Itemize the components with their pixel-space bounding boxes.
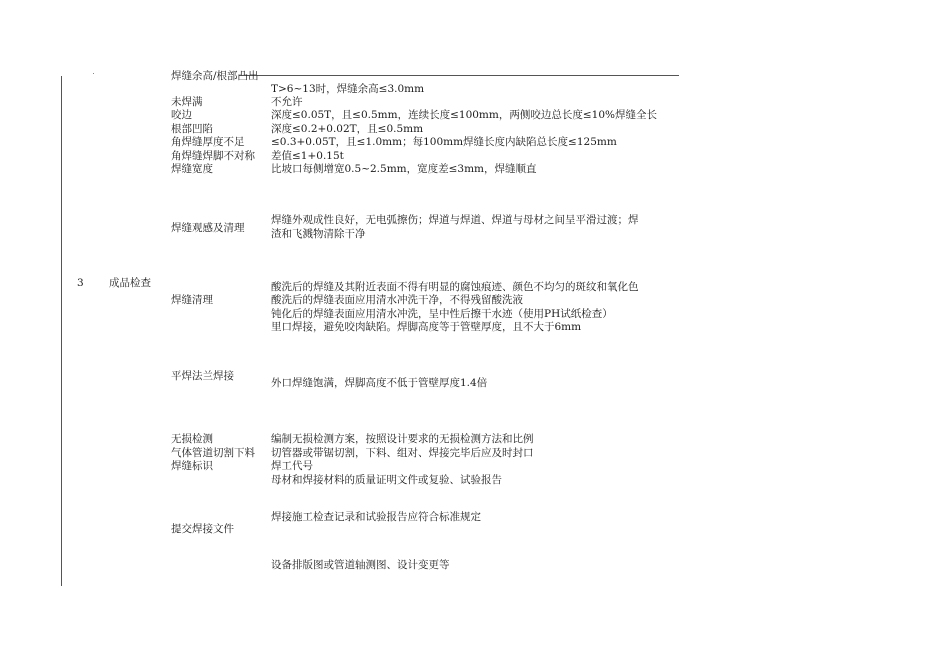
item-req-fillet-asymmetry: 差值≤1+0.15t bbox=[271, 150, 344, 162]
left-border-line bbox=[61, 76, 62, 586]
item-req-cleaning-line-4: 里口焊接，避免咬肉缺陷。焊脚高度等于管壁厚度，且不大于6mm bbox=[271, 321, 582, 333]
item-req-docs-line-3: 设备排版图或管道轴测图、设计变更等 bbox=[271, 559, 450, 571]
item-label-undercut: 咬边 bbox=[171, 109, 192, 121]
item-req-undercut: 深度≤0.05T，且≤0.5mm，连续长度≤100mm，两侧咬边总长度≤10%焊缝全长 bbox=[271, 109, 657, 121]
item-req-fillet-thickness: ≤0.3+0.05T，且≤1.0mm；每100mm焊缝长度内缺陷总长度≤125mm bbox=[271, 136, 617, 148]
top-border-line bbox=[239, 75, 679, 76]
mark-dot bbox=[93, 73, 94, 74]
item-req-ndt: 编制无损检测方案，按照设计要求的无损检测方法和比例 bbox=[271, 433, 534, 445]
section-number: 3 bbox=[77, 277, 84, 289]
item-req-weld-width: 比坡口每侧增宽0.5~2.5mm，宽度差≤3mm，焊缝顺直 bbox=[271, 163, 537, 175]
item-label-fillet-asymmetry: 角焊缝焊脚不对称 bbox=[171, 150, 255, 162]
item-req-appearance-line-1: 焊缝外观成性良好，无电弧擦伤；焊道与焊道、焊道与母材之间呈平滑过渡；焊 bbox=[271, 214, 639, 226]
item-label-ndt: 无损检测 bbox=[171, 433, 213, 445]
item-req-cleaning-line-3: 钝化后的焊缝表面应用清水冲洗，呈中性后擦干水迹（使用PH试纸检查） bbox=[271, 308, 613, 320]
item-req-cleaning-line-2: 酸洗后的焊缝表面应用清水冲洗干净，不得残留酸洗液 bbox=[271, 294, 523, 306]
item-label-flange: 平焊法兰焊接 bbox=[171, 370, 234, 382]
item-label-appearance: 焊缝观感及清理 bbox=[171, 222, 245, 234]
item-req-gas-pipe: 切管器或带锯切割，下料、组对、焊接完毕后应及时封口 bbox=[271, 447, 534, 459]
item-label-underfill: 未焊满 bbox=[171, 96, 203, 108]
item-req-reinforcement: T>6~13时，焊缝余高≤3.0mm bbox=[271, 83, 425, 95]
item-req-weld-mark: 焊工代号 bbox=[271, 460, 313, 472]
item-req-docs-line-2: 焊接施工检查记录和试验报告应符合标准规定 bbox=[271, 511, 481, 523]
item-label-reinforcement: 焊缝余高/根部凸出 bbox=[171, 70, 259, 82]
item-label-weld-width: 焊缝宽度 bbox=[171, 163, 213, 175]
item-req-cleaning-line-1: 酸洗后的焊缝及其附近表面不得有明显的腐蚀痕迹、颜色不均匀的斑纹和氧化色 bbox=[271, 281, 639, 293]
item-req-root-concavity: 深度≤0.2+0.02T，且≤0.5mm bbox=[271, 123, 424, 135]
item-req-flange: 外口焊缝饱满，焊脚高度不低于管壁厚度1.4倍 bbox=[271, 377, 488, 389]
item-label-docs: 提交焊接文件 bbox=[171, 523, 234, 535]
item-label-weld-mark: 焊缝标识 bbox=[171, 460, 213, 472]
item-req-docs-line-1: 母材和焊接材料的质量证明文件或复验、试验报告 bbox=[271, 474, 502, 486]
item-label-fillet-thickness: 角焊缝厚度不足 bbox=[171, 136, 245, 148]
item-label-gas-pipe: 气体管道切割下料 bbox=[171, 447, 255, 459]
item-label-cleaning: 焊缝清理 bbox=[171, 294, 213, 306]
item-req-underfill: 不允许 bbox=[271, 96, 303, 108]
section-title: 成品检查 bbox=[109, 277, 151, 289]
item-req-appearance-line-2: 渣和飞溅物清除干净 bbox=[271, 228, 366, 240]
item-label-root-concavity: 根部凹陷 bbox=[171, 123, 213, 135]
